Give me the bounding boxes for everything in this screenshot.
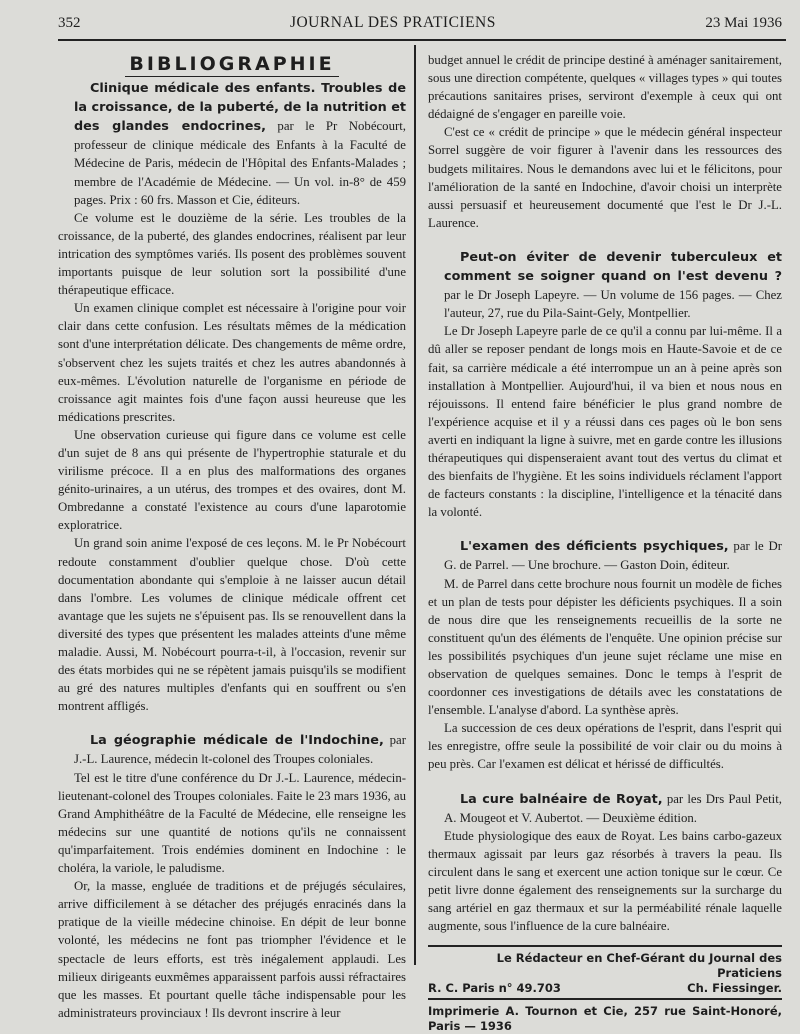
page-number: 352 (58, 15, 81, 31)
review-paragraph: Une observation curieuse qui figure dans ce volume est celle d'un sujet de 8 ans qui présente de l'hypertrophie staturale et du virilisme précoce. Il a en plus des malformations des organes génito-urinaires, a un utérus, des trompes et des ovaires, dont M. Ombredanne a constaté l'existence au cours d'une laparotomie exploratrice. (58, 427, 406, 533)
review-paragraph: M. de Parrel dans cette brochure nous fournit un modèle de fiches et un plan de tests pour dépister les déficients psychiques. Il a soin de nous dire que les renseignements recueillis de la sorte ne constituent qu'un des éléments de l'enquête. Une opinion précise sur les possibilités psychiques d'un jeune sujet réclame une mise en observation de quelques semaines. Donc le temps à l'esprit de coordonner ces investigations de détails avec les constatations de l'ensemble. L'analyse d'abord. La synthèse après. (428, 576, 782, 718)
book-meta: par le Dr Joseph Lapeyre. — Un volume de 156 pages. — Chez l'auteur, 27, rue du Pila-Saint-Gely, Montpellier. (444, 288, 782, 321)
entry-heading (58, 79, 406, 209)
review-entry-deficients (428, 537, 782, 773)
entry-heading (428, 537, 782, 574)
editor-row (428, 981, 782, 996)
review-paragraph: Or, la masse, engluée de traditions et de préjugés séculaires, arrive difficilement à se détacher des préjugés enracinés dans la pratique de la vieille médecine chinoise. En dépit de leur bonne volonté, les médecins ne font pas triompher l'évidence et le spectacle de leurs efforts, est très inégalement applaudi. Les milieux dirigeants euxmêmes apparaissent parfois aussi réfractaires que les masses. Et pourtant quelle tâche indispensable pour les administrateurs provinciaux ! Ils devront inscrire à leur (58, 879, 406, 1020)
book-meta: par le Dr G. de Parrel. — Une brochure. — Gaston Doin, éditeur. (444, 539, 782, 573)
review-paragraph: Un examen clinique complet est nécessaire à l'origine pour voir clair dans cette confusion. Les résultats mêmes de la médication sont d'une interprétation délicate. Des changements de même ordre, s'observent chez les sujets traités et chez les autres abandonnés à eux-mêmes. L'évolution naturelle de l'organisme en période de croissance agit maintes fois d'une façon aussi heureuse que les médications prescrites. (58, 301, 406, 424)
review-entry-indochine (58, 731, 406, 1022)
review-paragraph: Le Dr Joseph Lapeyre parle de ce qu'il a connu par lui-même. Il a dû aller se reposer pendant de longs mois en Haute-Savoie et de ce fait, sa carrière médicale a été interrompue un an à peine après son installation à Montpellier. Aujourd'hui, il va bien et nous nous en réjouissons. Il entend faire bénéficier le plus grand nombre de l'expérience acquise et il y a réussi dans ces pages où le bon sens averti en indiquant la ligne à suivre, met en garde contre les illusions thérapeutiques qui dispenseraient avant tout des vertus du climat et des bienfaits de l'hygiène. Et les soins individuels réclament l'apport de facteurs constants : la discipline, l'intelligence et la ténacité dans la volonté. (428, 324, 782, 520)
header-rule (58, 39, 786, 41)
book-title: La géographie médicale de l'Indochine, (90, 733, 384, 749)
review-paragraph: Etude physiologique des eaux de Royat. Les bains carbo-gazeux thermaux agissait par leurs gaz résorbés à travers la peau. Ils circulent dans le sang et exercent une action tonique sur le cœur. Ce petit livre donne également des renseignements sur la surcharge du sang artériel en gaz thermaux et sur la perméabilité rénale laquelle augmente, sous l'influence de la cure balnéaire. (428, 828, 782, 934)
review-entry-clinique (58, 79, 406, 715)
journal-title: JOURNAL DES PRATICIENS (289, 14, 496, 31)
book-meta: par les Drs Paul Petit, A. Mougeot et V. Aubertot. — Deuxième édition. (444, 791, 782, 825)
book-title: Peut-on éviter de devenir tuberculeux et comment se soigner quand on l'est devenu ? (444, 249, 782, 285)
imprint-footer (428, 945, 782, 1034)
article-columns (58, 51, 786, 1034)
review-paragraph: Un grand soin anime l'exposé de ces leçons. M. le Pr Nobécourt redoute constamment d'oublier quelque chose. D'où cette documentation abondante qui s'emploie à ne laisser aucun détail dans l'ombre. Les volumes de clinique médicale offrent cet avantage que les sujets ne s'épuisent pas. Ils se renouvellent dans la diversité des types que présentent les malades atteints d'une même maladie. Aussi, M. Nobécourt pourra-t-il, à l'occasion, revenir sur des états morbides qui ne se répètent jamais puisqu'ils se modifient au gré des natures multiples d'enfants qui en souffrent ou s'en montrent affligés. (58, 536, 406, 714)
footer-rule (428, 945, 782, 947)
left-column (58, 51, 414, 1034)
book-meta: par J.-L. Laurence, médecin lt-colonel des Troupes coloniales. (74, 733, 406, 767)
entry-heading (428, 248, 782, 322)
entry-heading (58, 731, 406, 768)
book-title: Clinique médicale des enfants. Troubles de la croissance, de la puberté, de la nutrition et des glandes endocrines, (74, 81, 406, 135)
running-head (58, 14, 786, 36)
right-column (416, 51, 782, 1034)
review-paragraph: La succession de ces deux opérations de l'esprit, dans l'esprit qui les enregistre, offre seule la possibilité de voir clair ou du moins à peu près. Car l'examen est délicat et hérissé de difficultés. (428, 721, 782, 772)
section-title: BIBLIOGRAPHIE (58, 55, 406, 73)
entry-heading (428, 790, 782, 827)
issue-date: 23 Mai 1936 (705, 15, 782, 31)
editor-line: Le Rédacteur en Chef-Gérant du Journal des Praticiens (496, 951, 782, 981)
registry-number: R. C. Paris n° 49.703 (428, 981, 561, 996)
footer-rule (428, 998, 782, 1000)
book-meta: par le Pr Nobécourt, professeur de clinique médicale des Enfants à la Faculté de Médecine de Paris, médecin de l'Hôpital des Enfants-Malades ; membre de l'Académie de Médecine. — Un vol. in-8° de 459 pages. Prix : 60 frs. Masson et Cie, éditeurs. (74, 119, 406, 207)
review-entry-royat (428, 790, 782, 936)
book-title: La cure balnéaire de Royat, (460, 791, 663, 807)
review-paragraph: Tel est le titre d'une conférence du Dr J.-L. Laurence, médecin-lieutenant-colonel des Troupes coloniales. Faite le 23 mars 1936, au Grand Amphithéâtre de la Faculté de Médecine, elle renseigne les médecins sur une quantité de notions qu'ils ne connaissent qu'imparfaitement. Trois endémies dominent en Indochine : le choléra, la variole, le paludisme. (58, 770, 406, 876)
book-title: L'examen des déficients psychiques, (460, 539, 729, 555)
review-paragraph: C'est ce « crédit de principe » que le médecin général inspecteur Sorrel suggère de voir figurer à l'avenir dans les ressources des budgets militaires. Nous le demandons avec lui et le félicitons, pour l'amélioration de la santé en Indochine, d'avoir choisi un interprète aussi persuasif et heureusement documenté que l'est le Dr J.-L. Laurence. (428, 125, 782, 230)
review-paragraph: Ce volume est le douzième de la série. Les troubles de la croissance, de la puberté, des glandes endocrines, réalisent par leur intrication des symptômes variés. Ils posent des problèmes souvent importants puisque de leur solution sort la possibilité d'une thérapeutique efficace. (58, 210, 406, 298)
review-paragraph: budget annuel le crédit de principe destiné à aménager sanitairement, sous une direction compétente, quelques « villages types » qui toutes précautions sanitaires prises, serviront d'exemple à ceux qui ont dédaigné de s'engager en pareille voie. (428, 53, 782, 122)
review-entry-tuberculeux (428, 248, 782, 521)
printer-line: Imprimerie A. Tournon et Cie, 257 rue Saint-Honoré, Paris — 1936 (428, 1004, 782, 1034)
editor-name: Ch. Fiessinger. (687, 981, 782, 996)
